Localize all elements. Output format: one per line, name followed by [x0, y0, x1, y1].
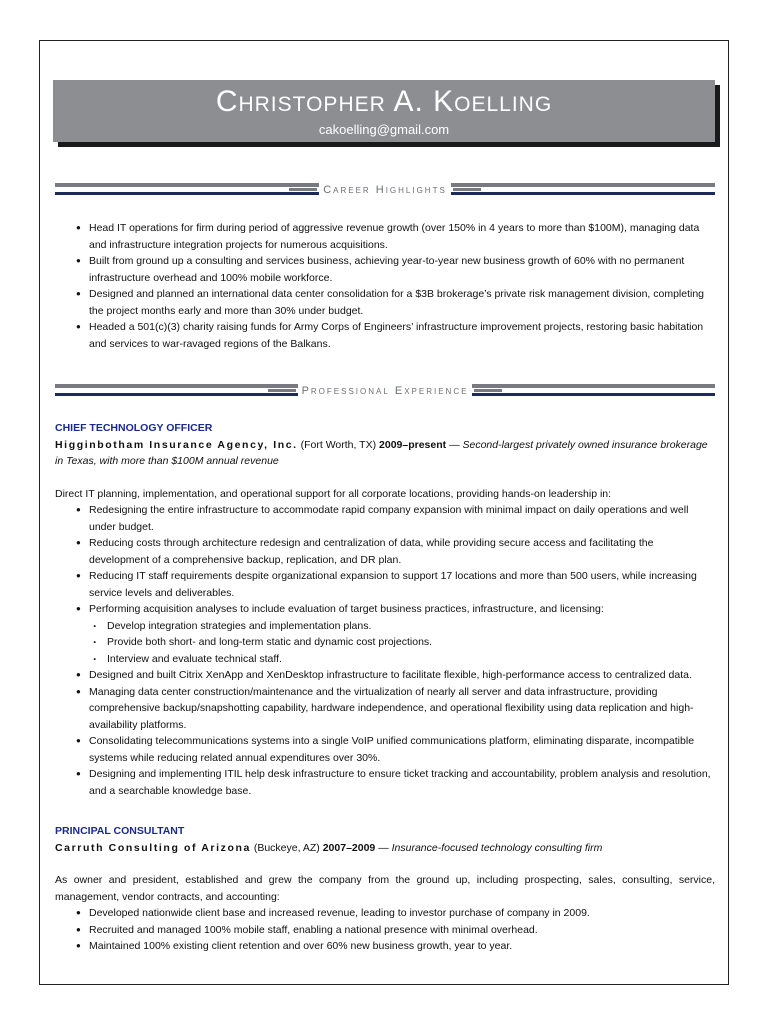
list-item: ● Managing data center construction/maintenance and the virtualization of nearly all server and data infrastructure, providing comprehensive backup/snapshotting capability, hardware independence, and operational flexibility using data replication and high-availability platforms. — [55, 684, 715, 734]
company-location: (Buckeye, AZ) — [253, 841, 320, 854]
job-intro: As owner and president, established and grew the company from the ground up, including prospecting, sales, consulting, service, management, vendor contracts, and accounting: — [55, 874, 715, 903]
job-meta — [55, 840, 715, 857]
list-item-text: Performing acquisition analyses to include evaluation of target business practices, infrastructure, and licensing: — [89, 603, 604, 615]
sub-list-item: · Provide both short- and long-term static and dynamic cost projections. — [89, 634, 715, 651]
job-title: PRINCIPAL CONSULTANT — [55, 825, 185, 837]
career-highlights-list — [55, 220, 715, 352]
job-meta — [55, 437, 715, 470]
job-intro: Direct IT planning, implementation, and operational support for all corporate locations, providing hands-on leadership in: — [55, 487, 612, 500]
separator-dash: — — [449, 438, 460, 451]
list-item: ● Redesigning the entire infrastructure to accommodate rapid company expansion with minimal impact on daily operations and well under budget. — [55, 502, 715, 535]
job-title: CHIEF TECHNOLOGY OFFICER — [55, 422, 213, 434]
list-item: ● Consolidating telecommunications systems into a single VoIP unified communications platform, eliminating disparate, incompatible systems while reducing related annual expenditures over 30%. — [55, 733, 715, 766]
list-item: ● Designed and planned an international data center consolidation for a $3B brokerage’s private risk management division, completing the project months early and more than 30% under budget. — [55, 286, 715, 319]
job-entry-cto — [55, 420, 715, 799]
list-item: ● Designing and implementing ITIL help desk infrastructure to ensure ticket tracking and accountability, problem analysis and resolution, and a searchable knowledge base. — [55, 766, 715, 799]
resume-header — [53, 80, 715, 142]
list-item: ● Built from ground up a consulting and services business, achieving year-to-year new business growth of 60% with no permanent infrastructure overhead and 100% mobile workforce. — [55, 253, 715, 286]
company-location: (Fort Worth, TX) — [300, 438, 377, 451]
career-highlights-heading — [55, 183, 715, 198]
company-name: Carruth Consulting of Arizona — [55, 841, 251, 854]
job-dates: 2007–2009 — [322, 841, 376, 854]
list-item: ● Designed and built Citrix XenApp and XenDesktop infrastructure to facilitate flexible, high-performance access to centralized data. — [55, 667, 715, 684]
list-item — [55, 601, 715, 667]
section-title: Professional Experience — [298, 384, 473, 398]
candidate-email: cakoelling@gmail.com — [318, 122, 450, 137]
sub-list-item: · Develop integration strategies and implementation plans. — [89, 618, 715, 635]
company-description: Insurance-focused technology consulting firm — [391, 841, 603, 854]
list-item: ● Recruited and managed 100% mobile staff, enabling a national presence with minimal overhead. — [55, 922, 715, 939]
candidate-name: Christopher A. Koelling — [215, 85, 553, 118]
company-description: Second-largest privately owned insurance brokerage in Texas, with more than $100M annual revenue — [55, 438, 708, 467]
list-item: ● Head IT operations for firm during period of aggressive revenue growth (over 150% in 4 years to more than $100M), managing data and infrastructure integration projects for numerous acquisitions. — [55, 220, 715, 253]
section-title: Career Highlights — [319, 183, 451, 197]
list-item: ● Headed a 501(c)(3) charity raising funds for Army Corps of Engineers’ infrastructure improvement projects, restoring basic habitation and services to war-ravaged regions of the Balkans. — [55, 319, 715, 352]
job-dates: 2009–present — [379, 438, 447, 451]
job-entry-principal-consultant — [55, 823, 715, 955]
list-item: ● Reducing costs through architecture redesign and centralization of data, while providing secure access and facilitating the development of a comprehensive backup, replication, and DR plan. — [55, 535, 715, 568]
professional-experience-heading — [55, 384, 715, 399]
list-item: ● Maintained 100% existing client retention and over 60% new business growth, year to year. — [55, 938, 715, 955]
list-item: ● Developed nationwide client base and increased revenue, leading to investor purchase of company in 2009. — [55, 905, 715, 922]
list-item: ● Reducing IT staff requirements despite organizational expansion to support 17 locations and more than 500 users, while increasing service levels and deliverables. — [55, 568, 715, 601]
separator-dash: — — [378, 841, 389, 854]
sub-list-item: · Interview and evaluate technical staff. — [89, 651, 715, 668]
company-name: Higginbotham Insurance Agency, Inc. — [55, 438, 298, 451]
